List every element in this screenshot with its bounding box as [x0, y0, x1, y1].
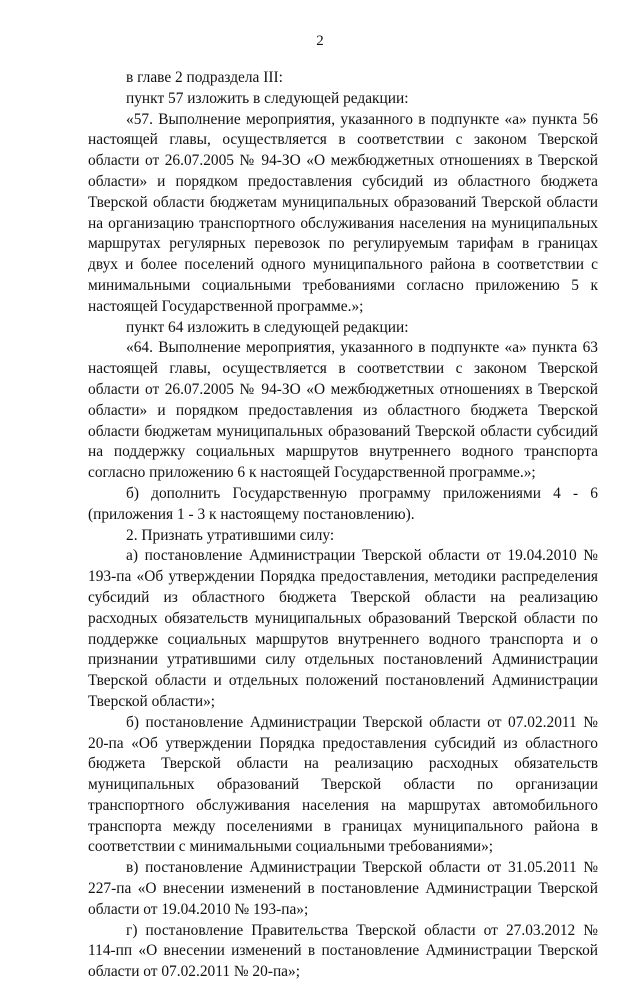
paragraph-point-57-text: «57. Выполнение мероприятия, указанного в подпункте «а» пункта 56 настоящей главы, осуществляется в соответствии с законом Тверской области от 26.07.2005 № 94-ЗО «О межбюджетных отношениях в Тверской области» и порядком предоставления субсидий из областного бюджета Тверской области бюджетам муниципальных образований Тверской области на организацию транспортного обслуживания населения на муниципальных маршрутах регулярных перевозок по регулируемым тарифам в границах двух и более поселений одного муниципального района в соответствии с минимальными социальными требованиями согласно приложению 5 к настоящей Государственной программе.»; — [88, 110, 598, 315]
document-body — [88, 68, 598, 983]
paragraph-section-2-heading: 2. Признать утратившими силу: — [126, 526, 335, 544]
paragraph-repeal-a: а) постановление Администрации Тверской области от 19.04.2010 № 193-па «Об утверждении Порядка предоставления, методики распределения субсидий из областного бюджета Тверской области на реализацию расходных обязательств муниципальных образований Тверской области по поддержке социальных маршрутов внутреннего водного транспорта и о признании утратившими силу отдельных постановлений Администрации Тверской области и отдельных положений постановлений Администрации Тверской области»; — [88, 547, 598, 710]
paragraph-point-57-intro: пункт 57 изложить в следующей редакции: — [126, 89, 409, 107]
paragraph-point-64-intro: пункт 64 изложить в следующей редакции: — [126, 318, 409, 336]
paragraph-repeal-b: б) постановление Администрации Тверской области от 07.02.2011 № 20-па «Об утверждении Порядка предоставления субсидий из областного бюджета Тверской области на реализацию расходных обязательств муниципальных образований Тверской области по организации транспортного обслуживания населения на маршрутах автомобильного транспорта между поселениями в границах муниципального района в соответствии с минимальными социальными требованиями»; — [88, 713, 598, 856]
paragraph-repeal-c: в) постановление Администрации Тверской области от 31.05.2011 № 227-па «О внесении изменений в постановление Администрации Тверской области от 19.04.2010 № 193-па»; — [88, 859, 598, 918]
page-number: 2 — [316, 33, 324, 49]
paragraph-item-b-supplement: б) дополнить Государственную программу приложениями 4 - 6 (приложения 1 - 3 к настоящему постановлению). — [88, 484, 598, 523]
paragraph-chapter-ref: в главе 2 подраздела III: — [126, 69, 283, 86]
paragraph-repeal-d: г) постановление Правительства Тверской области от 27.03.2012 № 114-пп «О внесении изменений в постановление Администрации Тверской области от 07.02.2011 № 20-па»; — [88, 921, 598, 981]
paragraph-point-64-text: «64. Выполнение мероприятия, указанного в подпункте «а» пункта 63 настоящей главы, осуществляется в соответствии с законом Тверской области от 26.07.2005 № 94-ЗО «О межбюджетных отношениях в Тверской области» и порядком предоставления из областного бюджета Тверской области бюджетам муниципальных образований Тверской области субсидий на поддержку социальных маршрутов внутреннего водного транспорта согласно приложению 6 к настоящей Государственной программе.»; — [88, 339, 598, 482]
